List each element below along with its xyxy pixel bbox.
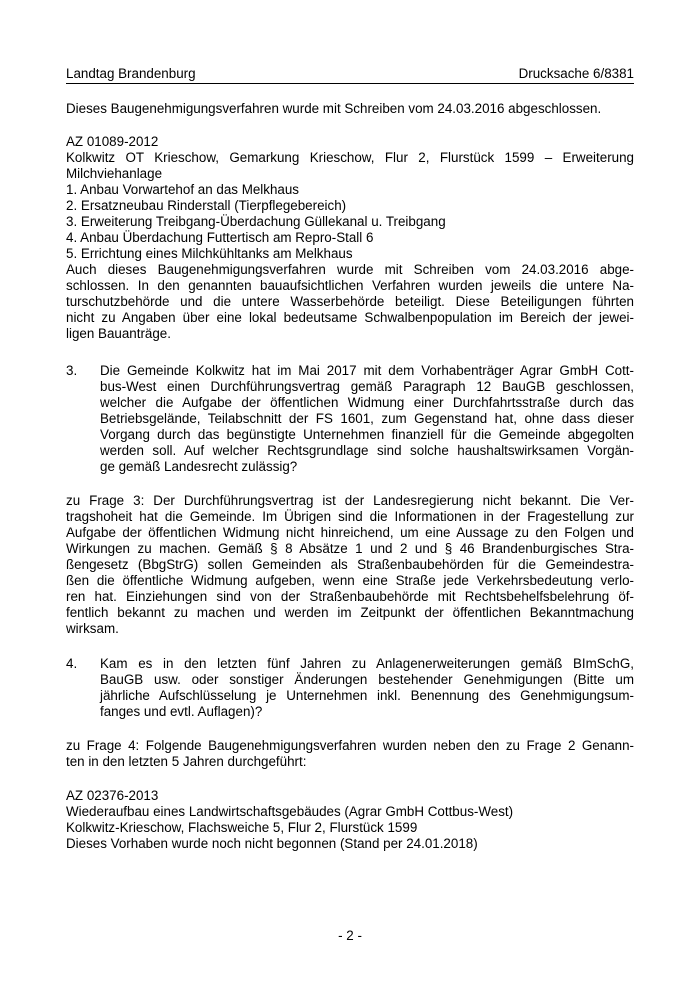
az2-reference: AZ 02376-2013	[66, 788, 159, 803]
az1-reference: AZ 01089-2012	[66, 134, 159, 149]
az1-paragraph-line: schlossen. In den genannten bauaufsichtlichen Verfahren wurden jeweils die untere Na-	[66, 278, 634, 293]
az1-list-item: 3. Erweiterung Treibgang-Überdachung Güllekanal u. Treibgang	[66, 214, 446, 229]
az1-list-item: 5. Errichtung eines Milchkühltanks am Melkhaus	[66, 246, 353, 261]
header-document-number: Drucksache 6/8381	[518, 66, 634, 81]
az1-paragraph-line: Auch dieses Baugenehmigungsverfahren wurde mit Schreiben vom 24.03.2016 abge-	[66, 262, 634, 277]
az1-paragraph-line: turschutzbehörde und die untere Wasserbehörde beteiligt. Diese Beteiligungen führten	[66, 294, 634, 309]
page-number: - 2 -	[338, 928, 362, 943]
az1-list-item: 4. Anbau Überdachung Futtertisch am Repro-Stall 6	[66, 230, 374, 245]
question-text: Kam es in den letzten fünf Jahren zu Anlagenerweiterungen gemäß BImSchG, BauGB usw. oder sonstiger Änderungen bestehender Genehmigungen (Bitte um jährliche Aufschlüsselung je Unternehmen inkl. Benennung des Genehmigungsum- fanges und evtl. Auflagen)?	[100, 656, 634, 719]
az1-description-line: Milchviehanlage	[66, 166, 163, 181]
az1-section	[66, 134, 634, 342]
answer-4: zu Frage 4: Folgende Baugenehmigungsverfahren wurden neben den zu Frage 2 Genann- ten in den letzten 5 Jahren durchgeführt:	[66, 738, 634, 769]
header-parliament: Landtag Brandenburg	[66, 66, 196, 81]
question-text: Die Gemeinde Kolkwitz hat im Mai 2017 mit dem Vorhabenträger Agrar GmbH Cott- bus-West einen Durchführungsvertrag gemäß Paragraph 12 BauGB geschlossen, welcher die Aufgabe der öffentlichen Widmung einer Durchfahrtsstraße durch das Betriebsgelände, Teilabschnitt der FS 1601, zum Gegenstand hat, ohne dass dieser Vorgang durch das begünstigte Unternehmen finanziell für die Gemeinde abgegolten werden soll. Auf welcher Rechtsgrundlage sind solche haushaltswirksamen Vorgän- ge gemäß Landesrecht zulässig?	[100, 363, 634, 474]
az2-section: AZ 02376-2013 Wiederaufbau eines Landwirtschaftsgebäudes (Agrar GmbH Cottbus-West) Kolkwitz-Krieschow, Flachsweiche 5, Flur 2, Flurstück 1599 Dieses Vorhaben wurde noch nicht begonnen (Stand per 24.01.2018)	[66, 788, 634, 852]
az1-description-line: Kolkwitz OT Krieschow, Gemarkung Krieschow, Flur 2, Flurstück 1599 – Erweiterung	[66, 150, 634, 165]
az1-paragraph-line: nicht zu Angaben über eine lokal bedeutsame Schwalbenpopulation im Bereich der jewei-	[66, 310, 634, 325]
page-header	[66, 66, 634, 84]
question-number: 3.	[66, 363, 78, 378]
az1-paragraph-line: ligen Bauanträge.	[66, 326, 171, 341]
answer-3: zu Frage 3: Der Durchführungsvertrag ist der Landesregierung nicht bekannt. Die Ver- tragshoheit hat die Gemeinde. Im Übrigen sind die Informationen in der Fragestellung zur Aufgabe der öffentlichen Widmung nicht hinreichend, um eine Aussage zu den Folgen und Wirkungen zu machen. Gemäß § 8 Absätze 1 und 2 und § 46 Brandenburgisches Stra- ßengesetz (BbgStrG) sollen Gemeinden als Straßenbaubehörden für die Gemeindestra- ßen die öffentliche Widmung aufgeben, wenn eine Straße jede Verkehrsbedeutung verlo- ren hat. Einziehungen sind von der Straßenbaubehörde mit Rechtsbehelfsbelehrung öf- fentlich bekannt zu machen und werden im Zeitpunkt der öffentlichen Bekanntmachung wirksam.	[66, 493, 634, 636]
az1-list-item: 2. Ersatzneubau Rinderstall (Tierpflegebereich)	[66, 198, 347, 213]
intro-paragraph: Dieses Baugenehmigungsverfahren wurde mit Schreiben vom 24.03.2016 abgeschlossen.	[66, 101, 602, 116]
az1-list-item: 1. Anbau Vorwartehof an das Melkhaus	[66, 182, 300, 197]
question-number: 4.	[66, 656, 78, 671]
